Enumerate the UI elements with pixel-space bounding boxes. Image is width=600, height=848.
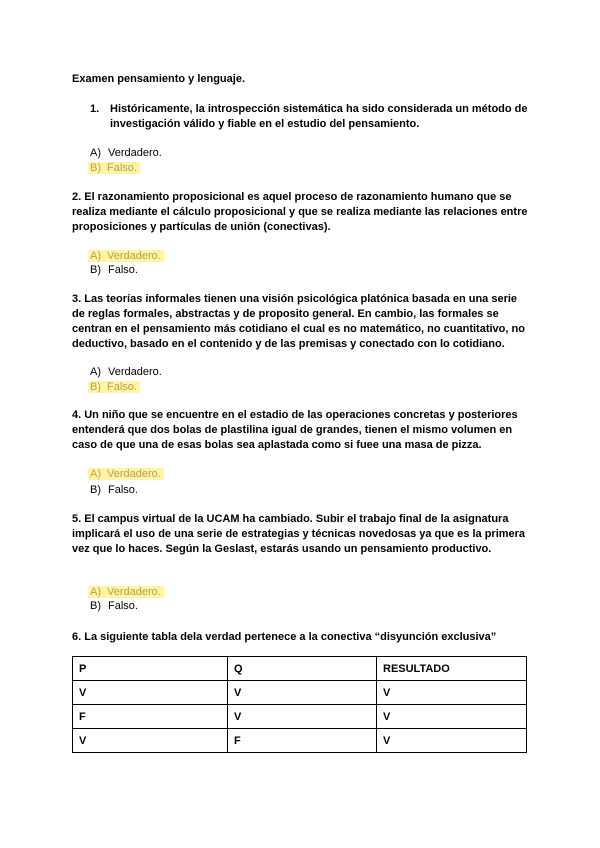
- question-3-option-a: [90, 365, 162, 379]
- option-text: Verdadero.: [108, 366, 162, 378]
- option-label: B): [90, 162, 101, 174]
- answer-highlight: [88, 162, 140, 174]
- answer-highlight: [88, 468, 164, 480]
- option-label: A): [90, 147, 101, 159]
- document-title: Examen pensamiento y lenguaje.: [72, 73, 246, 85]
- question-1-option-a: [90, 146, 162, 160]
- option-text: Verdadero.: [107, 250, 161, 262]
- table-header-cell: Q: [228, 657, 377, 681]
- table-cell: V: [377, 705, 527, 729]
- option-label: B): [90, 381, 101, 393]
- option-label: A): [90, 250, 101, 262]
- table-row: [73, 681, 527, 705]
- table-cell: V: [73, 681, 228, 705]
- table-header-cell: RESULTADO: [377, 657, 527, 681]
- question-1-number: 1.: [90, 103, 100, 115]
- table-row: [73, 729, 527, 753]
- option-text: Verdadero.: [108, 147, 162, 159]
- question-6-text: 6. La siguiente tabla dela verdad pertenece a la conectiva “disyunción exclusiva”: [72, 631, 497, 643]
- option-text: Falso.: [107, 381, 137, 393]
- table-cell: V: [377, 681, 527, 705]
- question-5-option-b: [90, 599, 138, 613]
- question-3-option-b: [90, 380, 140, 394]
- question-1-option-b: [90, 161, 140, 175]
- option-text: Falso.: [108, 484, 138, 496]
- table-cell: V: [228, 705, 377, 729]
- option-label: B): [90, 600, 101, 612]
- question-3-text: 3. Las teorías informales tienen una visión psicológica platónica basada en una serie de reglas formales, abstractas y de proposito general. En cambio, las formales se centran en el pensamiento más cotidiano el cual es no matemático, no cuantitativo, no deductivo, basado en el contenido y de las premisas y conectado con lo cotidiano.: [72, 293, 525, 350]
- question-4-option-b: [90, 483, 138, 497]
- table-cell: V: [228, 681, 377, 705]
- table-header-cell: P: [73, 657, 228, 681]
- option-text: Falso.: [108, 600, 138, 612]
- option-text: Verdadero.: [107, 468, 161, 480]
- truth-table: [72, 656, 527, 753]
- option-text: Falso.: [108, 264, 138, 276]
- option-text: Falso.: [107, 162, 137, 174]
- option-label: A): [90, 468, 101, 480]
- table-row: [73, 705, 527, 729]
- table-cell: V: [377, 729, 527, 753]
- table-cell: F: [73, 705, 228, 729]
- answer-highlight: [88, 586, 164, 598]
- question-5-text: 5. El campus virtual de la UCAM ha cambiado. Subir el trabajo final de la asignatura implicará el uso de una serie de estrategias y técnicas novedosas ya que es la primera vez que lo haces. Según la Geslast, estarás usando un pensamiento productivo.: [72, 513, 526, 555]
- question-1-text: Históricamente, la introspección sistemática ha sido considerada un método de investigación válido y fiable en el estudio del pensamiento.: [110, 103, 528, 130]
- question-2-option-b: [90, 263, 138, 277]
- option-label: B): [90, 264, 101, 276]
- question-5-option-a: [90, 585, 164, 599]
- table-header-row: [73, 657, 527, 681]
- option-text: Verdadero.: [107, 586, 161, 598]
- question-4-text: 4. Un niño que se encuentre en el estadio de las operaciones concretas y posteriores entenderá que dos bolas de plastilina igual de grandes, tienen el mismo volumen en caso de que una de esas bolas sea aplastada como si fuee una masa de pizza.: [72, 409, 518, 451]
- option-label: A): [90, 366, 101, 378]
- question-4-option-a: [90, 467, 164, 481]
- question-2-text: 2. El razonamiento proposicional es aquel proceso de razonamiento humano que se realiza mediante el cálculo proposicional y que se realiza mediante las relaciones entre proposiciones y partículas de unión (conectivas).: [72, 191, 528, 233]
- question-2-option-a: [90, 249, 164, 263]
- answer-highlight: [88, 250, 164, 262]
- table-cell: F: [228, 729, 377, 753]
- table-cell: V: [73, 729, 228, 753]
- question-1: [90, 102, 530, 132]
- answer-highlight: [88, 381, 140, 393]
- option-label: B): [90, 484, 101, 496]
- option-label: A): [90, 586, 101, 598]
